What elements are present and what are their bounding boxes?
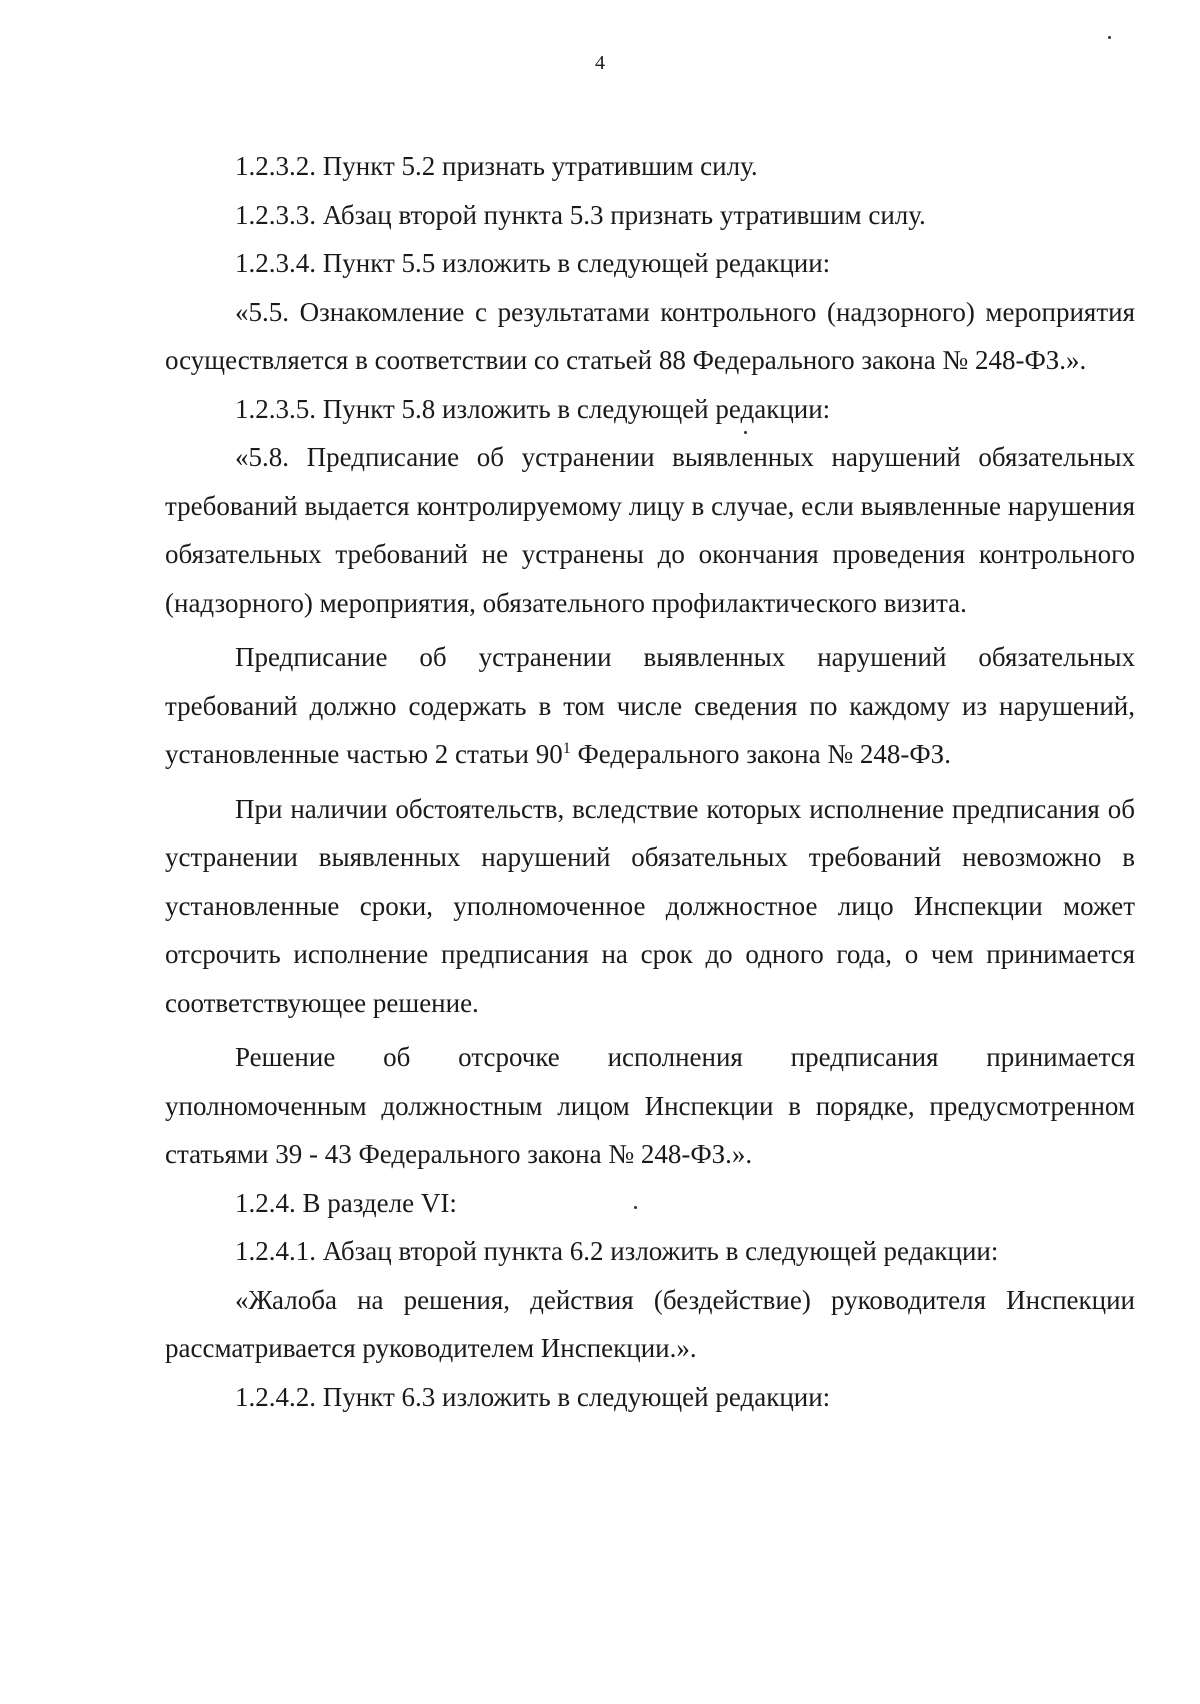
page-number: 4	[595, 52, 605, 74]
paragraph-prescription-content	[165, 633, 1135, 779]
scan-speck	[634, 1206, 637, 1209]
scan-speck	[1108, 36, 1111, 39]
document-body	[165, 142, 1135, 1421]
prescription-text-after: Федерального закона № 248-ФЗ.	[570, 739, 951, 769]
paragraph-complaint-quote: «Жалоба на решения, действия (бездействие) руководителя Инспекции рассматривается руководителем Инспекции.».	[165, 1284, 1135, 1363]
paragraph-1-2-4: 1.2.4. В разделе VI:	[235, 1187, 457, 1218]
paragraph-5-5-quote: «5.5. Ознакомление с результатами контрольного (надзорного) мероприятия осуществляется в соответствии со статьей 88 Федерального закона № 248-ФЗ.».	[165, 296, 1135, 375]
paragraph-1-2-3-2: 1.2.3.2. Пункт 5.2 признать утратившим силу.	[235, 151, 758, 181]
paragraph-deferral-circumstances: При наличии обстоятельств, вследствие которых исполнение предписания об устранении выявленных нарушений обязательных требований невозможно в установленные сроки, уполномоченное должностное лицо Инспекции может отсрочить исполнение предписания на срок до одного года, о чем принимается соответствующее решение.	[165, 793, 1135, 1018]
paragraph-5-8-quote: «5.8. Предписание об устранении выявленных нарушений обязательных требований выдается контролируемому лицу в случае, если выявленные нарушения обязательных требований не устранены до окончания проведения контрольного (надзорного) мероприятия, обязательного профилактического визита.	[165, 442, 1135, 618]
paragraph-1-2-3-4: 1.2.3.4. Пункт 5.5 изложить в следующей редакции:	[235, 248, 831, 278]
paragraph-1-2-4-1: 1.2.4.1. Абзац второй пункта 6.2 изложить в следующей редакции:	[235, 1236, 999, 1266]
prescription-text-before: Предписание об устранении выявленных нарушений обязательных требований должно содержать в том числе сведения по каждому из нарушений, установленные частью 2 статьи 90	[165, 642, 1135, 769]
scan-speck	[744, 431, 747, 434]
paragraph-1-2-3-5: 1.2.3.5. Пункт 5.8 изложить в следующей редакции:	[235, 393, 831, 424]
paragraph-1-2-4-2: 1.2.4.2. Пункт 6.3 изложить в следующей редакции:	[235, 1381, 831, 1412]
paragraph-deferral-decision: Решение об отсрочке исполнения предписания принимается уполномоченным должностным лицом Инспекции в порядке, предусмотренном статьями 39 - 43 Федерального закона № 248-ФЗ.».	[165, 1042, 1135, 1169]
paragraph-1-2-3-3: 1.2.3.3. Абзац второй пункта 5.3 признать утратившим силу.	[235, 199, 926, 230]
superscript-1: 1	[562, 740, 571, 757]
